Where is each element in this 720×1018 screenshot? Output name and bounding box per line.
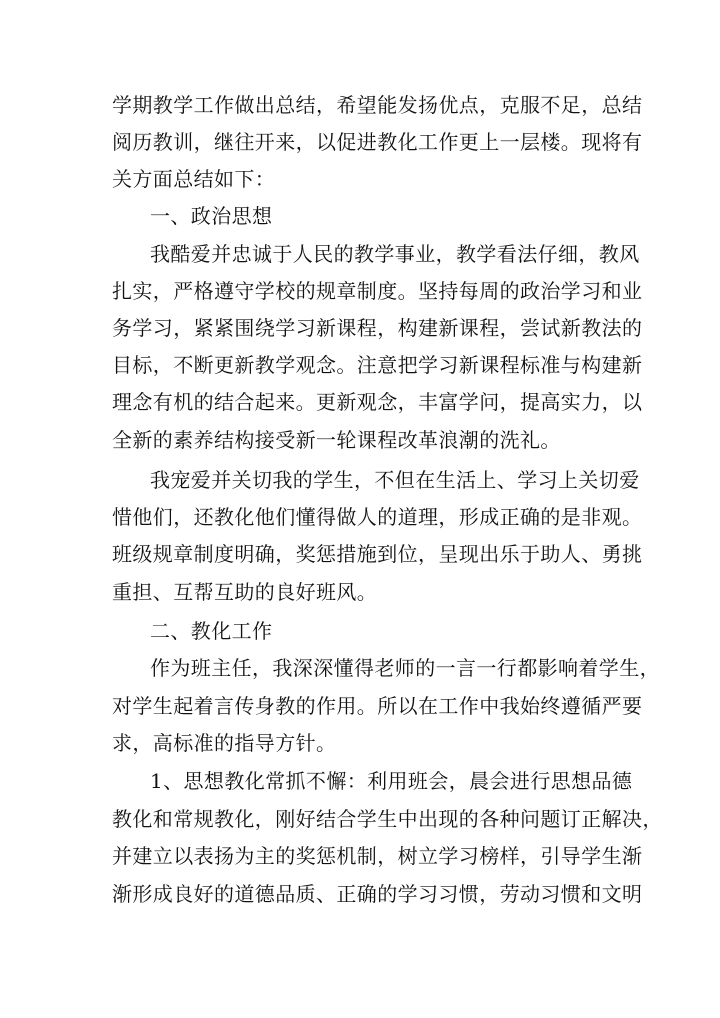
- paragraph-line: 求，高标准的指导方针。: [112, 731, 337, 755]
- paragraph-line: 教化和常规教化，刚好结合学生中出现的各种问题订正解决，: [112, 807, 663, 831]
- paragraph-line: 1、思想教化常抓不懈：利用班会，晨会进行思想品德: [150, 769, 633, 793]
- paragraph-line: 全新的素养结构接受新一轮课程改革浪潮的洗礼。: [112, 428, 561, 452]
- text-line: 关方面总结如下：: [112, 167, 276, 191]
- paragraph-line: 务学习，紧紧围绕学习新课程，构建新课程，尝试新教法的: [112, 316, 643, 340]
- paragraph-line: 班级规章制度明确，奖惩措施到位，呈现出乐于助人、勇挑: [112, 542, 643, 566]
- paragraph-line: 作为班主任，我深深懂得老师的一言一行都影响着学生，: [150, 656, 660, 680]
- text-line: 学期教学工作做出总结，希望能发扬优点，克服不足，总结: [112, 93, 643, 117]
- section-heading: 一、政治思想: [150, 204, 273, 228]
- section-heading: 二、教化工作: [150, 619, 273, 643]
- paragraph-line: 对学生起着言传身教的作用。所以在工作中我始终遵循严要: [112, 694, 643, 718]
- paragraph-line: 并建立以表扬为主的奖惩机制，树立学习榜样，引导学生渐: [112, 844, 643, 868]
- paragraph-line: 目标，不断更新教学观念。注意把学习新课程标准与构建新: [112, 353, 643, 377]
- paragraph-line: 渐形成良好的道德品质、正确的学习习惯，劳动习惯和文明: [112, 882, 643, 906]
- paragraph-line: 理念有机的结合起来。更新观念，丰富学问，提高实力，以: [112, 390, 643, 414]
- text-line: 阅历教训，继往开来，以促进教化工作更上一层楼。现将有: [112, 130, 643, 154]
- paragraph-line: 我酷爱并忠诚于人民的教学事业，教学看法仔细，教风: [150, 242, 640, 266]
- paragraph-line: 惜他们，还教化他们懂得做人的道理，形成正确的是非观。: [112, 505, 643, 529]
- paragraph-line: 重担、互帮互助的良好班风。: [112, 580, 378, 604]
- paragraph-line: 我宠爱并关切我的学生，不但在生活上、学习上关切爱: [150, 468, 640, 492]
- paragraph-line: 扎实，严格遵守学校的规章制度。坚持每周的政治学习和业: [112, 279, 643, 303]
